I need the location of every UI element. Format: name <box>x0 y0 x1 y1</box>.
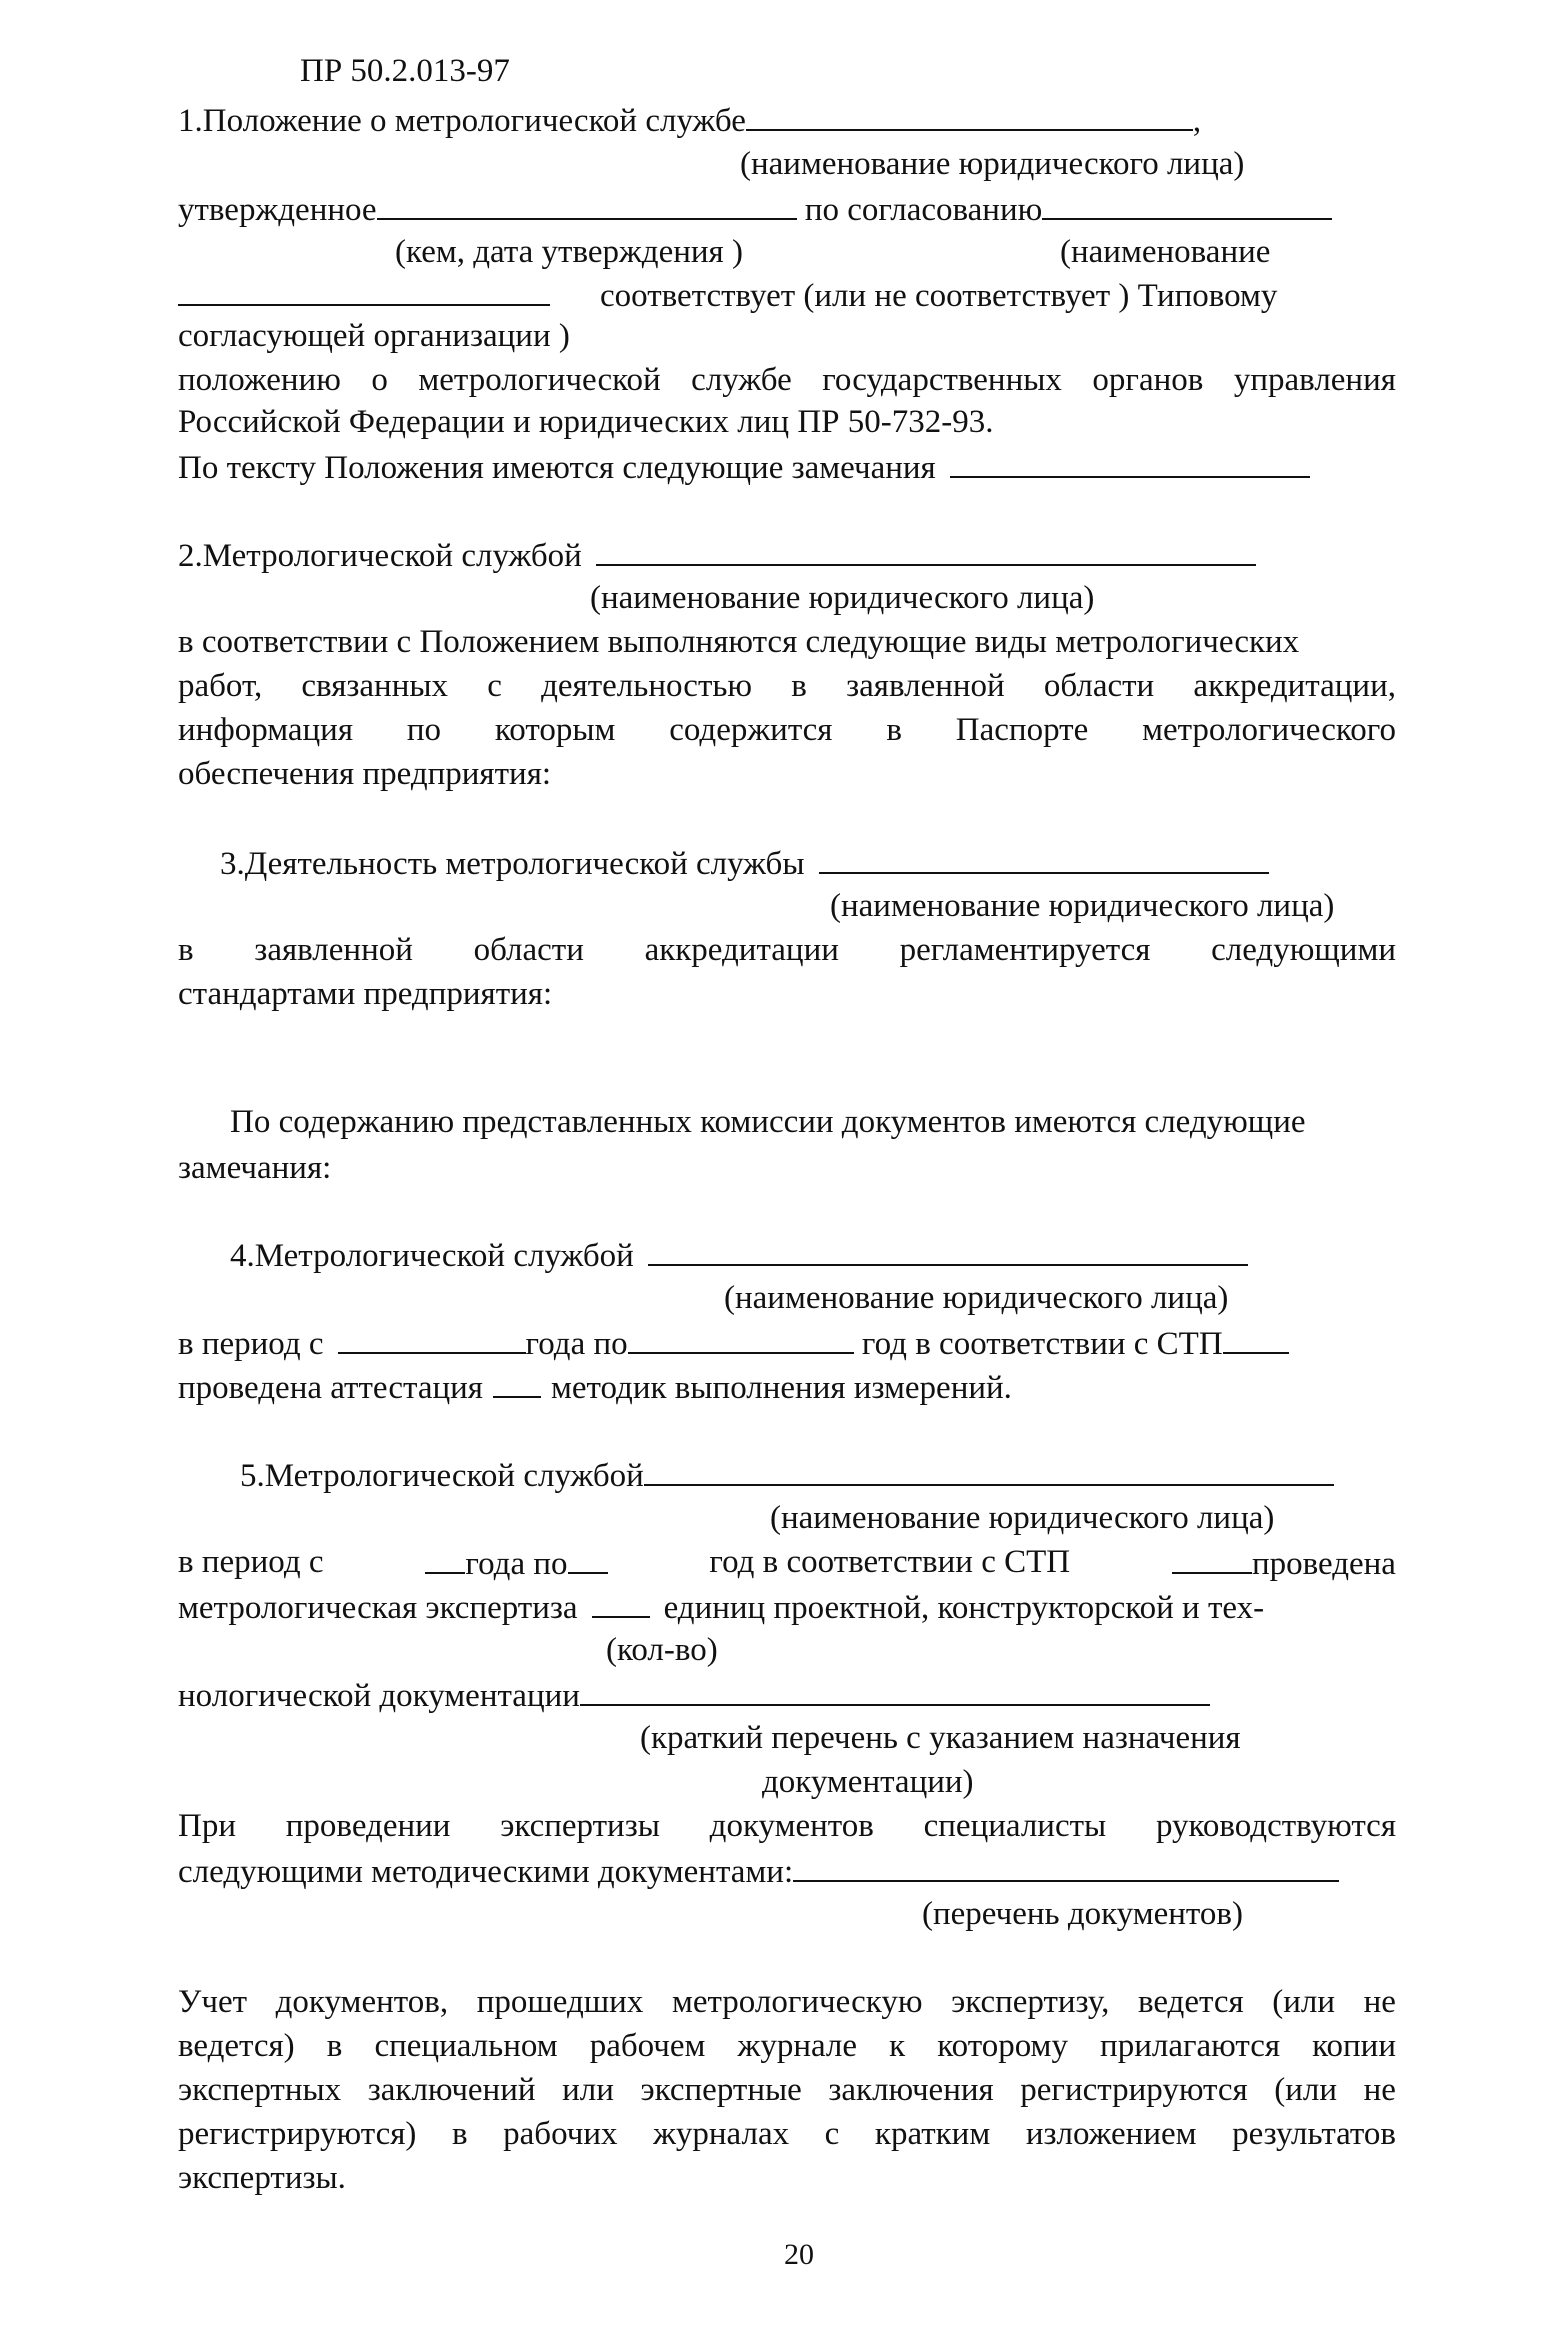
final-line-2 <box>178 2030 1396 2063</box>
s1-line-7 <box>178 364 1396 397</box>
page-number: 20 <box>784 2238 814 2271</box>
word: в <box>178 932 194 968</box>
approved-label: утвержденное <box>178 192 377 228</box>
s1-conformity: соответствует (или не соответствует ) Типовому <box>600 278 1278 314</box>
s2-hint-legal-entity: (наименование юридического лица) <box>590 580 1095 616</box>
period-to-blank <box>568 1546 608 1574</box>
s5-title: 5.Метрологической службой <box>240 1458 644 1494</box>
s1-title: 1.Положение о метрологической службе <box>178 103 746 139</box>
s1-comma: , <box>1192 103 1202 139</box>
methodical-docs-label: следующими методическими документами: <box>178 1854 794 1890</box>
s5-line-4 <box>178 1590 1264 1625</box>
s2-line-6: обеспечения предприятия: <box>178 756 552 792</box>
remarks-line-1: По содержанию представленных комиссии документов имеются следующие <box>230 1104 1306 1140</box>
word: экспертных <box>178 2072 342 2108</box>
methodical-docs-blank <box>793 1854 1339 1882</box>
word: ведется) <box>178 2028 295 2064</box>
word: органов <box>1092 362 1204 398</box>
word: прилагаются <box>1100 2028 1281 2064</box>
word: документов <box>709 1808 874 1844</box>
word: не <box>1363 2072 1396 2108</box>
agreed-label: по согласованию <box>804 192 1043 228</box>
units-label: единиц проектной, конструкторской и тех- <box>663 1590 1265 1626</box>
final-line-4 <box>178 2118 1396 2151</box>
s2-legal-entity-blank <box>596 538 1256 566</box>
word: с <box>824 2116 840 2152</box>
word: регистрируются) <box>178 2116 417 2152</box>
approved-by-blank <box>377 192 797 220</box>
legal-entity-blank <box>746 103 1193 131</box>
s1-line-9 <box>178 450 1310 485</box>
word: прошедших <box>476 1984 644 2020</box>
s4-hint-legal-entity: (наименование юридического лица) <box>724 1280 1229 1316</box>
final-line-3 <box>178 2074 1396 2107</box>
s3-title: 3.Деятельность метрологической службы <box>220 846 805 882</box>
attestation-count-blank <box>493 1370 541 1398</box>
word: экспертизу, <box>951 1984 1110 2020</box>
document-code: ПР 50.2.013-97 <box>300 53 510 89</box>
s4-legal-entity-blank <box>648 1238 1248 1266</box>
s4-line-1 <box>230 1238 1248 1273</box>
s1-hint-legal-entity: (наименование юридического лица) <box>740 146 1245 182</box>
s4-title: 4.Метрологической службой <box>230 1238 634 1274</box>
word: метрологической <box>418 362 661 398</box>
s5-hint-count: (кол-во) <box>606 1632 718 1668</box>
s3-line-1 <box>220 846 1269 881</box>
word: в <box>451 2116 468 2152</box>
word: журнале <box>737 2028 858 2064</box>
s5-line-1 <box>240 1458 1334 1493</box>
s1-line-3 <box>178 192 1332 227</box>
s5-hint-legal-entity: (наименование юридического лица) <box>770 1500 1275 1536</box>
word: работ, <box>178 668 263 704</box>
word: метрологического <box>1142 712 1396 748</box>
word: копии <box>1312 2028 1396 2064</box>
word: заявленной <box>254 932 413 968</box>
word: аккредитации <box>644 932 839 968</box>
s3-legal-entity-blank <box>819 846 1269 874</box>
s4-line-3 <box>178 1326 1289 1361</box>
word: с <box>487 668 502 704</box>
word: метрологическую <box>671 1984 923 2020</box>
word: следующими <box>1211 932 1396 968</box>
word: (или <box>1274 2072 1338 2108</box>
s3-line-3 <box>178 934 1396 967</box>
s1-line-8: Российской Федерации и юридических лиц ПР 50-732-93. <box>178 404 994 440</box>
word: специальном <box>374 2028 558 2064</box>
s5-line-9 <box>178 1810 1396 1843</box>
period-from-label: в период с <box>178 1326 324 1362</box>
s5-legal-entity-blank <box>644 1458 1334 1486</box>
word: регламентируется <box>899 932 1151 968</box>
s3-line-4: стандартами предприятия: <box>178 976 553 1012</box>
conducted-label: проведена <box>1251 1546 1396 1582</box>
word: рабочих <box>503 2116 618 2152</box>
s4-line-4 <box>178 1370 1012 1405</box>
stp-blank <box>1223 1326 1289 1354</box>
documentation-list-blank <box>580 1678 1210 1706</box>
word: результатов <box>1232 2116 1396 2152</box>
s1-hint-agreed: (наименование <box>1060 234 1271 270</box>
word: в <box>791 668 807 704</box>
s5-line-10 <box>178 1854 1339 1889</box>
word: экспертные <box>640 2072 802 2108</box>
s1-line-1 <box>178 103 1201 138</box>
s2-line-3: в соответствии с Положением выполняются следующие виды метрологических <box>178 624 1300 660</box>
units-count-blank <box>592 1590 650 1618</box>
word: которому <box>937 2028 1068 2064</box>
word: государственных <box>822 362 1062 398</box>
word: управления <box>1233 362 1396 398</box>
final-line-1 <box>178 1986 1396 2019</box>
s5-line-6 <box>178 1678 1210 1713</box>
word: аккредитации, <box>1193 668 1396 704</box>
word: положению <box>178 362 341 398</box>
period-to-label: года по <box>465 1546 568 1582</box>
period-from-blank <box>425 1546 465 1574</box>
stp-blank <box>1172 1546 1252 1574</box>
agreed-org-blank-2 <box>178 278 550 306</box>
word: в <box>886 712 902 748</box>
word: журналах <box>653 2116 790 2152</box>
word: руководствуются <box>1155 1808 1396 1844</box>
s2-line-1 <box>178 538 1256 573</box>
word: службе <box>691 362 792 398</box>
word: связанных <box>301 668 449 704</box>
s2-line-5 <box>178 714 1396 747</box>
s5-hint-list: (краткий перечень с указанием назначения <box>640 1720 1241 1756</box>
word: рабочем <box>589 2028 706 2064</box>
period-to-label: года по <box>525 1326 628 1362</box>
word: содержится <box>669 712 833 748</box>
documentation-label: нологической документации <box>178 1678 580 1714</box>
word: области <box>1043 668 1155 704</box>
word: к <box>889 2028 906 2064</box>
s1-hint-agreed-org: согласующей организации ) <box>178 318 570 354</box>
word: которым <box>494 712 616 748</box>
s1-line-5 <box>178 278 1277 313</box>
period-from-label: в период с <box>178 1544 324 1580</box>
period-to-blank <box>628 1326 854 1354</box>
word: документов, <box>275 1984 449 2020</box>
s1-remarks-label: По тексту Положения имеются следующие замечания <box>178 450 936 486</box>
word: деятельностью <box>541 668 753 704</box>
s1-hint-approved: (кем, дата утверждения ) <box>395 234 743 270</box>
word: специалисты <box>923 1808 1107 1844</box>
s2-line-4 <box>178 670 1396 703</box>
word: заключений <box>367 2072 536 2108</box>
word: Паспорте <box>955 712 1089 748</box>
word: заключения <box>828 2072 994 2108</box>
word: информация <box>178 712 354 748</box>
word: или <box>562 2072 614 2108</box>
expertise-label: метрологическая экспертиза <box>178 1590 578 1626</box>
word: по <box>406 712 442 748</box>
s2-title: 2.Метрологической службой <box>178 538 582 574</box>
word: При <box>178 1808 236 1844</box>
word: проведении <box>285 1808 451 1844</box>
s5-line-3 <box>178 1546 1396 1581</box>
stp-label: год в соответствии с СТП <box>861 1326 1223 1362</box>
period-from-blank <box>338 1326 526 1354</box>
word: не <box>1363 1984 1396 2020</box>
word: экспертизы <box>500 1808 660 1844</box>
word: (или <box>1272 1984 1336 2020</box>
remarks-line-2: замечания: <box>178 1150 332 1186</box>
stp-label: год в соответствии с СТП <box>709 1544 1071 1580</box>
word: области <box>473 932 584 968</box>
word: изложением <box>1025 2116 1197 2152</box>
word: в <box>326 2028 343 2064</box>
s5-hint-docs: (перечень документов) <box>922 1896 1243 1932</box>
s3-hint-legal-entity: (наименование юридического лица) <box>830 888 1335 924</box>
word: регистрируются <box>1020 2072 1248 2108</box>
s5-hint-list-2: документации) <box>762 1764 974 1800</box>
s1-remarks-blank <box>950 450 1310 478</box>
attestation-label: проведена аттестация <box>178 1370 483 1406</box>
methods-label: методик выполнения измерений. <box>550 1370 1012 1406</box>
word: о <box>371 362 388 398</box>
word: кратким <box>874 2116 991 2152</box>
word: Учет <box>178 1984 248 2020</box>
word: ведется <box>1137 1984 1244 2020</box>
word: заявленной <box>846 668 1005 704</box>
agreed-org-blank <box>1042 192 1332 220</box>
final-line-5: экспертизы. <box>178 2160 346 2196</box>
